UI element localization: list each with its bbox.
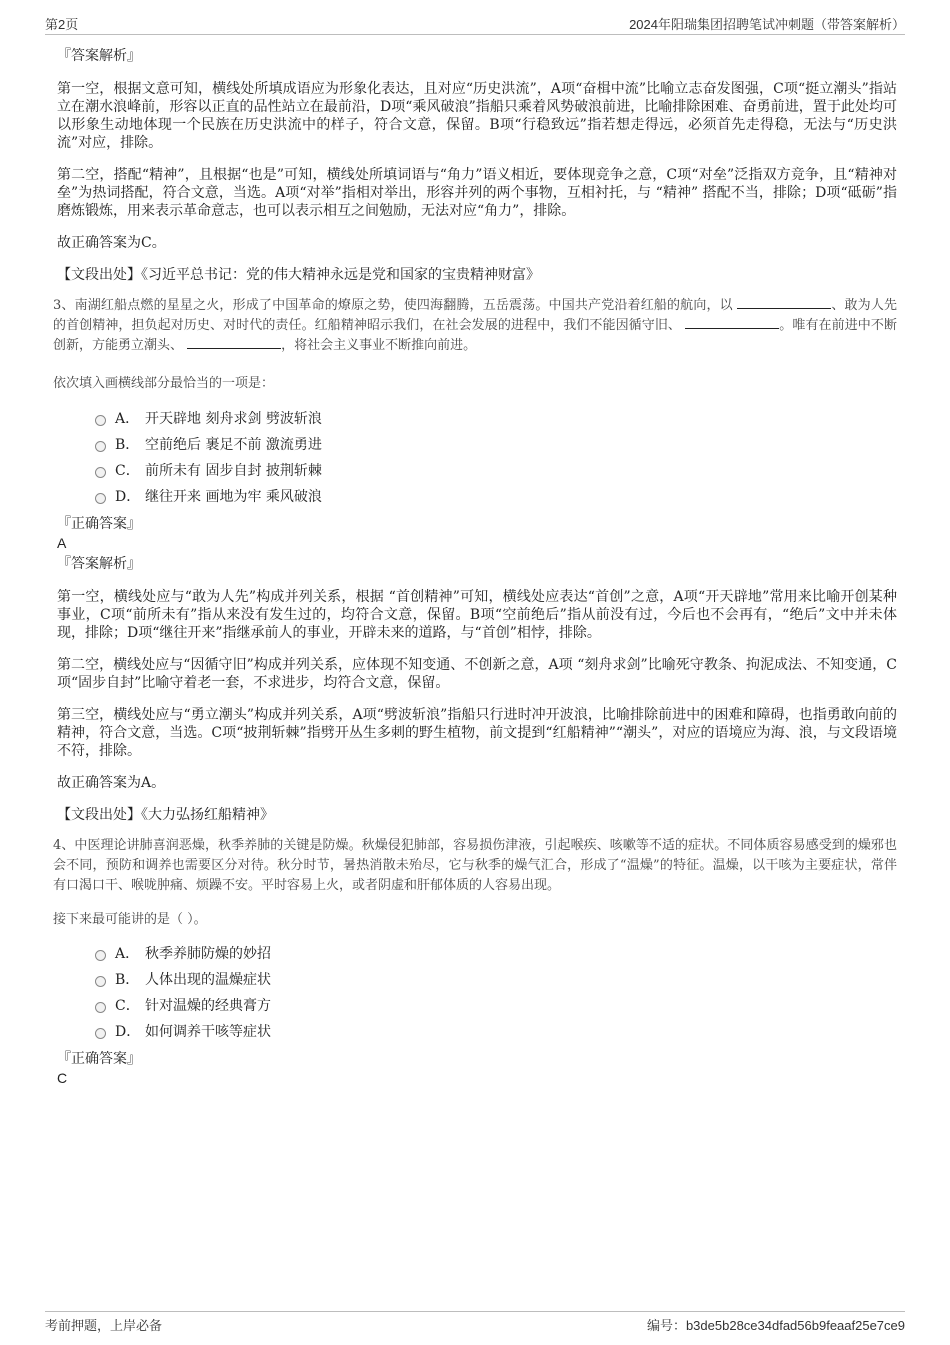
q3-analysis-p3: 第三空，横线处应与“勇立潮头”构成并列关系，A项“劈波斩浪”指船只行进时冲开波浪，比喻排除前进中的困难和障碍，也指勇敢向前的精神，符合文意，当选。C项“披荆斩棘”指劈开丛生多刺的野生植物，前文提到“红船精神”“潮头”，对应的语境应为海、浪，与文段语境不符，排除。 bbox=[57, 707, 897, 759]
radio-icon[interactable] bbox=[95, 950, 106, 961]
q4-option-d[interactable]: D． 如何调养干咳等症状 bbox=[95, 1019, 897, 1045]
q4-stem: 4、中医理论讲肺喜润恶燥，秋季养肺的关键是防燥。秋燥侵犯肺部，容易损伤津液，引起喉疾、咳嗽等不适的症状。不同体质容易感受到的燥邪也会不同，预防和调养也需要区分对待。秋分时节，暑热消散未殆尽，它与秋季的燥气汇合，形成了“温燥”的特征。温燥，以干咳为主要症状，常伴有口渴口干、喉咙肿痛、烦躁不安。平时容易上火，或者阴虚和肝郁体质的人容易出现。 bbox=[53, 838, 897, 893]
radio-icon[interactable] bbox=[95, 415, 106, 426]
page-content bbox=[53, 46, 897, 1087]
q3-blank-2 bbox=[685, 316, 779, 329]
q3-answer: A bbox=[57, 535, 67, 551]
radio-icon[interactable] bbox=[95, 1002, 106, 1013]
q2-analysis-p2: 第二空，搭配“精神”，且根据“也是”可知，横线处所填词语与“角力”语义相近，要体现竞争之意，C项“对垒”泛指双方竞争，且“精神对垒”为热词搭配，符合文意，当选。A项“对举”指相对举出，形容并列的两个事物，互相衬托，与 “精神” 搭配不当，排除；D项“砥砺”指磨炼锻炼，用来表示革命意志，也可以表示相互之间勉励，无法对应“角力”，排除。 bbox=[57, 167, 897, 219]
q2-analysis-p1: 第一空，根据文意可知，横线处所填成语应为形象化表达，且对应“历史洪流”，A项“奋楫中流”比喻立志奋发图强，C项“挺立潮头”指站立在潮水浪峰前，形容以正直的品性站立在最前沿，D项“乘风破浪”指船只乘着风势破浪前进，比喻排除困难、奋勇前进，置于此处均可以形象生动地体现一个民族在历史洪流中的样子，符合文意，保留。B项“行稳致远”指若想走得远，必须首先走得稳，无法与“历史洪流”对应，排除。 bbox=[57, 81, 897, 151]
q4-answer-label: 『正确答案』 bbox=[57, 1051, 141, 1067]
page-header bbox=[45, 14, 905, 35]
q3-option-c[interactable]: C． 前所未有 固步自封 披荆斩棘 bbox=[95, 458, 897, 484]
radio-icon[interactable] bbox=[95, 441, 106, 452]
q3-conclusion: 故正确答案为A。 bbox=[57, 775, 166, 791]
footer-slogan: 考前押题，上岸必备 bbox=[45, 1318, 163, 1333]
page-footer bbox=[45, 1311, 905, 1334]
radio-icon[interactable] bbox=[95, 493, 106, 504]
q3-analysis-p1: 第一空，横线处应与“敢为人先”构成并列关系，根据 “首创精神”可知，横线处应表达“首创”之意，A项“开天辟地”常用来比喻开创某种事业，C项“前所未有”指从来没有发生过的，均符合文意，保留。B项“空前绝后”指从前没有过，今后也不会再有，“绝后”文中并未体现，排除；D项“继往开来”指继承前人的事业，开辟未来的道路，与“首创”相悖，排除。 bbox=[57, 589, 897, 641]
q3-analysis-p2: 第二空，横线处应与“因循守旧”构成并列关系，应体现不知变通、不创新之意，A项 “刻舟求剑”比喻死守教条、拘泥成法、不知变通，C项“固步自封”比喻守着老一套，不求进步，均符合文意，保留。 bbox=[57, 657, 897, 691]
page-number: 第2页 bbox=[45, 17, 79, 32]
q3-option-b[interactable]: B． 空前绝后 裹足不前 激流勇进 bbox=[95, 432, 897, 458]
q3-blank-1 bbox=[737, 296, 831, 309]
q3-stem: 3、南湖红船点燃的星星之火，形成了中国革命的燎原之势，使四海翻腾，五岳震荡。中国共产党沿着红船的航向，以 、敢为人先的首创精神，担负起对历史、对时代的责任。红船精神昭示我们，在社会发展的进程中，我们不能因循守旧、 。唯有在前进中不断创新，方能勇立潮头、 ，将社会主义事业不断推向前进。 bbox=[53, 298, 897, 353]
q3-option-a[interactable]: A． 开天辟地 刻舟求剑 劈波斩浪 bbox=[95, 406, 897, 432]
q4-answer: C bbox=[57, 1070, 68, 1086]
q2-analysis-label: 『答案解析』 bbox=[57, 48, 141, 64]
q4-option-a[interactable]: A． 秋季养肺防燥的妙招 bbox=[95, 941, 897, 967]
q2-source: 【文段出处】《习近平总书记：党的伟大精神永远是党和国家的宝贵精神财富》 bbox=[57, 267, 540, 283]
q3-prompt: 依次填入画横线部分最恰当的一项是： bbox=[53, 376, 275, 391]
q3-blank-3 bbox=[187, 336, 281, 349]
radio-icon[interactable] bbox=[95, 976, 106, 987]
radio-icon[interactable] bbox=[95, 467, 106, 478]
q4-prompt: 接下来最可能讲的是（ ）。 bbox=[53, 912, 207, 927]
q3-option-d[interactable]: D． 继往开来 画地为牢 乘风破浪 bbox=[95, 484, 897, 510]
radio-icon[interactable] bbox=[95, 1028, 106, 1039]
q2-conclusion: 故正确答案为C。 bbox=[57, 235, 166, 251]
q3-source: 【文段出处】《大力弘扬红船精神》 bbox=[57, 807, 274, 823]
q3-answer-label: 『正确答案』 bbox=[57, 516, 141, 532]
q4-option-b[interactable]: B． 人体出现的温燥症状 bbox=[95, 967, 897, 993]
q3-analysis-label: 『答案解析』 bbox=[57, 556, 141, 572]
q4-options bbox=[57, 941, 897, 1045]
document-code: 编号：b3de5b28ce34dfad56b9feaaf25e7ce9 bbox=[646, 1318, 905, 1333]
document-title: 2024年阳瑞集团招聘笔试冲刺题（带答案解析） bbox=[629, 17, 905, 32]
q4-option-c[interactable]: C． 针对温燥的经典膏方 bbox=[95, 993, 897, 1019]
q3-options bbox=[57, 406, 897, 510]
